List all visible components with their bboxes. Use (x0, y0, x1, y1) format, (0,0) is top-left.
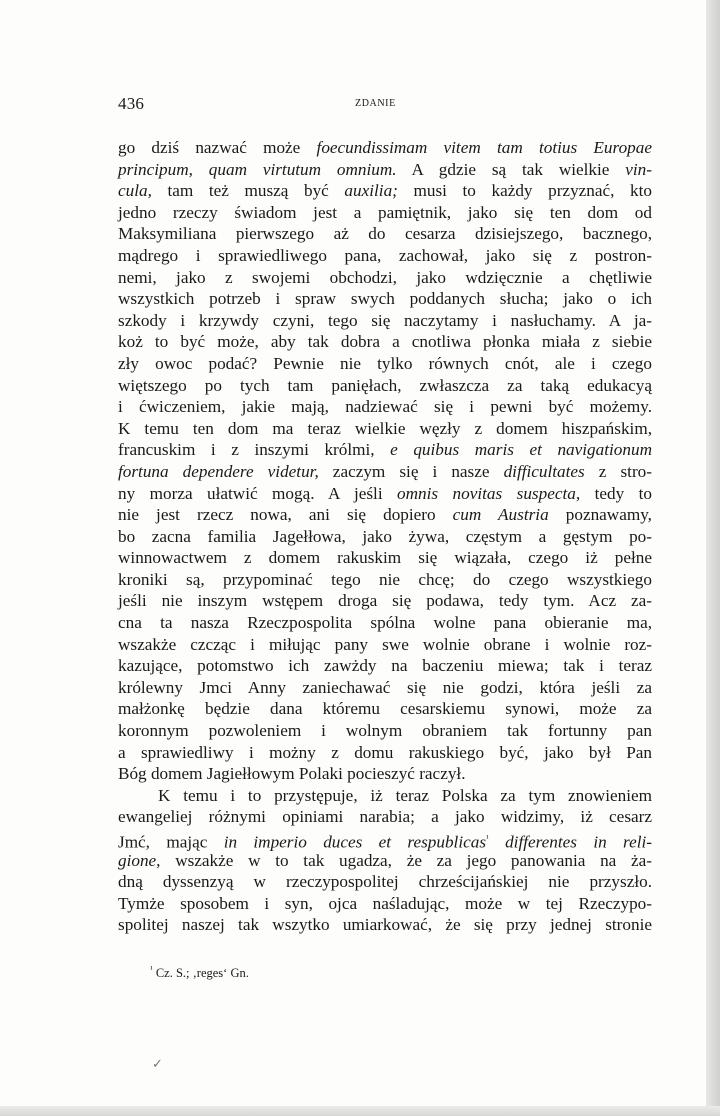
text-segment: małżonkę będzie dana któremu cesarskiemu synowi, może za (118, 699, 652, 719)
italic-phrase: cum Austria (452, 505, 549, 525)
text-line (118, 763, 652, 785)
text-segment: Jmć, mając (118, 832, 224, 852)
text-line (118, 698, 652, 720)
text-segment: królewny Jmci Anny zaniechawać się nie godzi, która jeśli za (118, 677, 652, 697)
page-edge-right (706, 0, 720, 1116)
text-segment: poznawamy, (548, 505, 652, 525)
text-segment: Bóg domem Jagiełłowym Polaki pocieszyć raczył. (118, 764, 466, 784)
text-line (118, 785, 652, 807)
text-segment: Tymże sposobem i syn, ojca naśladując, może w tej Rzeczypo- (118, 893, 652, 913)
text-line (118, 612, 652, 634)
text-segment: go dziś nazwać może (118, 138, 317, 157)
text-segment: ewangeliej różnymi opiniami narabia; a jako widzimy, iż cesarz (118, 807, 652, 827)
text-line (118, 267, 652, 289)
text-line (118, 655, 652, 677)
text-line (118, 418, 652, 440)
text-line (118, 850, 652, 872)
text-line (118, 569, 652, 591)
text-line (118, 504, 652, 526)
text-line (118, 871, 652, 893)
text-line (118, 375, 652, 397)
text-line (118, 483, 652, 505)
text-segment: winnowactwem z domem rakuskim się wiązała, czego iż pełne (118, 548, 652, 568)
text-segment: jedno rzeczy świadom jest a pamiętnik, jako się ten dom od (118, 202, 652, 222)
italic-phrase: omnis novitas suspecta, (397, 483, 581, 503)
text-line (118, 159, 652, 181)
text-line (118, 288, 652, 310)
text-line (118, 180, 652, 202)
footnote-text: Cz. S.; ‚reges‘ Gn. (155, 966, 249, 981)
text-segment: zły owoc podać? Pewnie nie tylko równych cnót, ale i czego (118, 353, 652, 373)
text-segment: wszakże czcząc i miłując pany swe wolnie obrane i wolnie roz- (118, 634, 652, 654)
text-line (118, 310, 652, 332)
text-segment: szkody i krzywdy czyni, tego się naczytamy i nasłuchamy. A ja- (118, 310, 652, 330)
text-segment: jeśli nie inszym wstępem droga się podawa, tedy tym. Acz za- (118, 591, 652, 611)
italic-phrase: difficultates (503, 461, 585, 481)
text-line (118, 353, 652, 375)
text-line (118, 245, 652, 267)
footnote-marker: ¹ (150, 964, 153, 974)
text-segment: koronnym pozwoleniem i wolnym obraniem tak fortunny pan (118, 721, 652, 741)
text-segment: wszystkich potrzeb i spraw swych poddanych słucha; jako o ich (118, 289, 652, 309)
italic-phrase: cula, (118, 181, 152, 201)
text-segment: spolitej naszej tak wszytko umiarkować, że się przy jednej stronie (118, 915, 652, 935)
italic-phrase: vin- (625, 159, 652, 179)
text-line (118, 439, 652, 461)
text-segment: Maksymiliana pierwszego aż do cesarza dzisiejszego, bacznego, (118, 224, 652, 244)
text-line (118, 720, 652, 742)
italic-phrase: e quibus maris et navigationum (390, 440, 652, 460)
text-line (118, 547, 652, 569)
text-segment: z stro- (584, 461, 652, 481)
page-number: 436 (118, 94, 145, 113)
text-segment (489, 833, 505, 852)
footnote-ref: ¹ (486, 833, 489, 843)
text-line (118, 914, 652, 936)
italic-phrase: auxilia; (344, 181, 398, 201)
text-segment: dną dyssenzyą w rzeczypospolitej chrześcijańskiej nie przyszło. (118, 872, 652, 892)
check-mark-icon: ✓ (152, 1056, 163, 1071)
text-segment: i ćwiczeniem, jakie mają, nadziewać się i pewni być możemy. (118, 397, 652, 417)
text-segment: kroniki są, przypominać tego nie chcę; do czego wszystkiego (118, 569, 652, 589)
text-line (118, 634, 652, 656)
running-title: ZDANIE (355, 98, 396, 109)
text-line (118, 806, 652, 828)
text-segment: musi to każdy przyznać, kto (397, 181, 652, 201)
text-segment: ny morza ułatwić mogą. A jeśli (118, 483, 398, 503)
italic-phrase: in imperio duces et respublicas (223, 832, 487, 852)
text-line (118, 461, 652, 483)
text-segment: bo zacna familia Jagełłowa, jako żywa, częstym a gęstym po- (118, 526, 652, 546)
text-line (118, 137, 652, 159)
text-segment: nemi, jako z swojemi obchodzi, jako wdzięcznie a chętliwie (118, 267, 652, 287)
text-segment: wszakże w to tak ugadza, że za jego panowania na ża- (160, 850, 652, 870)
text-line (118, 893, 652, 915)
body-text (118, 137, 652, 936)
text-segment: tedy to (580, 483, 653, 503)
text-segment: cna ta nasza Rzeczpospolita spólna wolne pana obieranie ma, (118, 613, 652, 633)
text-segment: kazujące, potomstwo ich zawżdy na baczeniu miewa; tak i teraz (118, 656, 652, 676)
text-segment: K temu i to przystępuje, iż teraz Polska za tym znowieniem (158, 785, 652, 805)
text-line (118, 202, 652, 224)
italic-phrase: principum, quam virtutum omnium. (118, 159, 397, 179)
italic-phrase: foecundissimam vitem tam totius Europae (316, 138, 652, 157)
text-segment: koż to być może, aby tak dobra a cnotliwa płonka miała z siebie (118, 332, 652, 352)
footnote (150, 964, 249, 981)
text-segment: tam też muszą być (151, 181, 345, 201)
italic-phrase: differentes in reli- (505, 832, 652, 852)
text-segment: francuskim i z inszymi królmi, (118, 440, 391, 460)
text-segment: więtszego po tych tam panięłach, zwłaszcza za taką edukacyą (118, 375, 652, 395)
text-segment: mądrego i sprawiedliwego pana, zachował, jako się z postron- (118, 245, 652, 265)
text-segment: K temu ten dom ma teraz wielkie węzły z domem hiszpańskim, (118, 418, 652, 438)
text-segment: zaczym się i nasze (318, 461, 504, 481)
italic-phrase: gione, (118, 850, 161, 870)
text-line (118, 223, 652, 245)
text-line (118, 526, 652, 548)
text-line (118, 396, 652, 418)
text-line (118, 677, 652, 699)
text-line (118, 590, 652, 612)
text-line (118, 742, 652, 764)
text-line (118, 828, 652, 850)
italic-phrase: fortuna dependere videtur, (118, 461, 319, 481)
text-segment: a sprawiedliwy i możny z domu rakuskiego być, jako był Pan (118, 742, 652, 762)
text-line (118, 331, 652, 353)
page-edge-bottom (0, 1106, 720, 1116)
text-segment: A gdzie są tak wielkie (396, 159, 626, 179)
text-segment: nie jest rzecz nowa, ani się dopiero (118, 505, 453, 525)
